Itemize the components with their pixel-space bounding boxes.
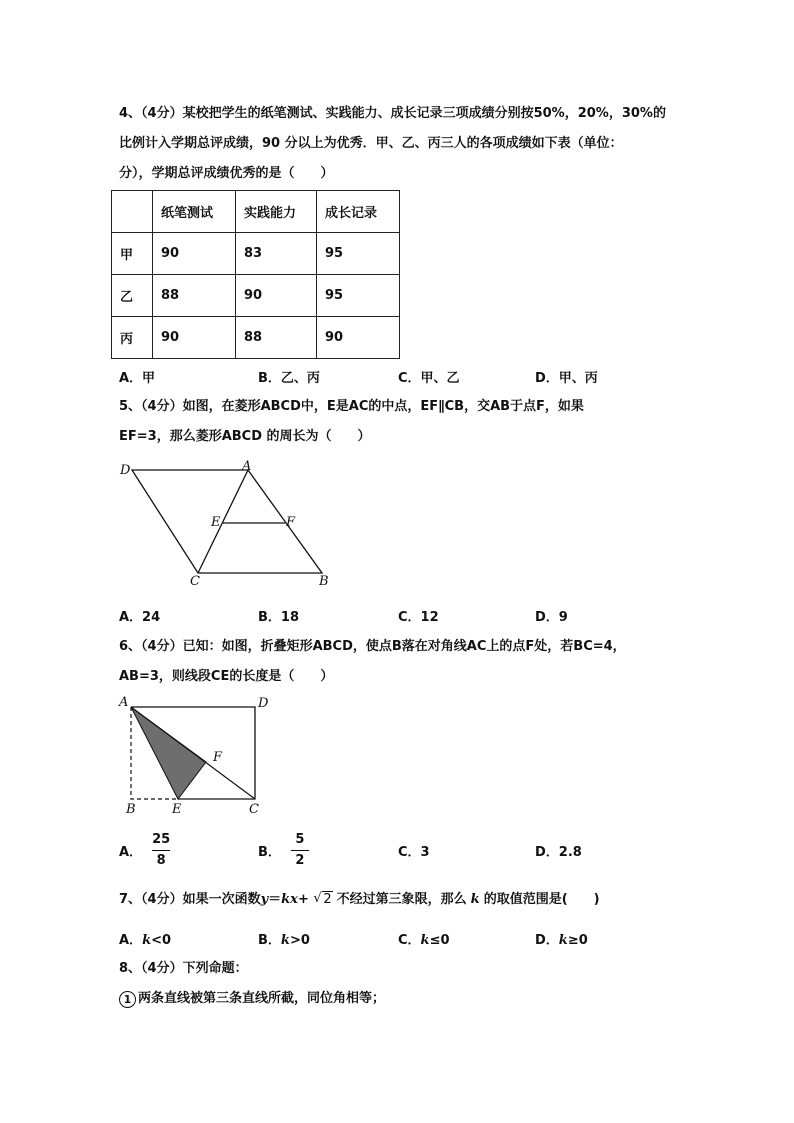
rhombus-figure [110, 458, 340, 590]
q7-prefix: 7、（4分）如果一次函数 [119, 892, 261, 907]
table-cell: 丙 [112, 317, 153, 359]
q6-option-d: D．2.8 [535, 844, 582, 860]
score-table [111, 190, 400, 359]
q7-var-k: k [470, 892, 480, 907]
table-header-cell: 纸笔测试 [153, 191, 236, 233]
label-f: F [286, 515, 296, 530]
q7-option-a-rel: <0 [151, 933, 172, 948]
fraction-numerator: 5 [295, 831, 305, 847]
table-header-row [112, 191, 400, 233]
q7-option-d-rel: ≥0 [567, 933, 588, 948]
q4-line-2: 比例计入学期总评成绩，90 分以上为优秀．甲、乙、丙三人的各项成绩如下表（单位： [119, 136, 623, 151]
table-cell: 90 [153, 233, 236, 275]
diagonal-ac [131, 707, 255, 799]
q7-option-b-var: k [280, 933, 290, 948]
q7-option-b-prefix: B． [258, 933, 281, 948]
q6-option-b-prefix: B． [258, 844, 281, 860]
table-cell: 88 [153, 275, 236, 317]
q7-line [119, 890, 600, 910]
q6-option-a-prefix: A． [119, 844, 143, 860]
q5-line-2: EF=3，那么菱形ABCD 的周长为（ ） [119, 429, 371, 444]
q4-option-c: C．甲、乙 [398, 371, 460, 386]
sqrt-two: √ 2 [313, 891, 332, 907]
q7-option-a-var: k [142, 933, 152, 948]
folded-triangle [131, 707, 206, 799]
q6-line-1: 6、（4分）已知：如图，折叠矩形ABCD，使点B落在对角线AC上的点F处，若BC=4， [119, 639, 626, 654]
q7-option-d [535, 929, 588, 948]
table-cell: 95 [317, 275, 400, 317]
label-a: A [242, 459, 252, 474]
table-cell: 乙 [112, 275, 153, 317]
table-cell: 甲 [112, 233, 153, 275]
label-c: C [190, 574, 200, 589]
q4-option-d: D．甲、丙 [535, 371, 598, 386]
table-row [112, 317, 400, 359]
label-d: D [258, 696, 269, 711]
q7-option-d-prefix: D． [535, 933, 559, 948]
fraction-5-2 [291, 832, 309, 869]
table-row [112, 275, 400, 317]
q7-var-y: y [260, 892, 269, 907]
q8-line-1: 8、（4分）下列命题： [119, 961, 248, 976]
label-a: A [119, 695, 129, 710]
q7-option-b-rel: >0 [289, 933, 310, 948]
q6-option-a [119, 827, 170, 873]
fraction-25-8 [152, 832, 170, 869]
label-d: D [120, 463, 131, 478]
label-c: C [249, 802, 259, 817]
table-cell: 88 [236, 317, 317, 359]
diagonal-ac [198, 470, 248, 573]
table-cell: 83 [236, 233, 317, 275]
q4-line-3: 分），学期总评成绩优秀的是（ ） [119, 166, 334, 181]
q7-plus: + [297, 892, 309, 907]
table-header-cell [112, 191, 153, 233]
q8-item-1 [119, 989, 385, 1009]
fraction-numerator: 25 [152, 831, 171, 847]
q7-equals: ＝ [268, 892, 282, 907]
q7-option-c [398, 929, 450, 948]
q7-option-a-prefix: A． [119, 933, 143, 948]
label-b: B [126, 802, 136, 817]
q7-suffix: 的取值范围是( ) [483, 892, 600, 907]
rectangle-fold-figure [115, 692, 280, 820]
table-header-cell: 成长记录 [317, 191, 400, 233]
label-e: E [172, 802, 182, 817]
label-e: E [211, 515, 221, 530]
q5-line-1: 5、（4分）如图，在菱形ABCD中，E是AC的中点，EF∥CB，交AB于点F，如果 [119, 399, 584, 414]
table-header-cell: 实践能力 [236, 191, 317, 233]
q7-option-c-rel: ≤0 [429, 933, 450, 948]
q5-option-c: C．12 [398, 610, 439, 625]
fraction-denominator: 8 [156, 852, 166, 868]
q4-option-a: A．甲 [119, 371, 156, 386]
q6-option-c: C．3 [398, 844, 430, 860]
q7-option-c-prefix: C． [398, 933, 421, 948]
q6-line-2: AB=3，则线段CE的长度是（ ） [119, 669, 334, 684]
q5-option-b: B．18 [258, 610, 299, 625]
q7-middle: 不经过第三象限，那么 [336, 892, 467, 907]
q5-option-d: D．9 [535, 610, 568, 625]
q4-option-b: B．乙、丙 [258, 371, 320, 386]
q4-line-1: 4、（4分）某校把学生的纸笔测试、实践能力、成长记录三项成绩分别按50%，20%，30%的 [119, 106, 666, 121]
q7-option-c-var: k [420, 933, 430, 948]
q6-option-b [258, 827, 309, 873]
table-cell: 90 [317, 317, 400, 359]
label-f: F [213, 750, 223, 765]
fraction-denominator: 2 [295, 852, 305, 868]
sqrt-radicand: 2 [323, 892, 332, 907]
q7-option-d-var: k [558, 933, 568, 948]
table-row [112, 233, 400, 275]
q7-option-a [119, 929, 171, 948]
table-cell: 90 [153, 317, 236, 359]
q5-option-a: A．24 [119, 610, 161, 625]
q8-item-1-text: 两条直线被第三条直线所截，同位角相等； [138, 991, 386, 1006]
q7-option-b [258, 929, 310, 948]
q7-kx: kx [281, 892, 298, 907]
table-cell: 90 [236, 275, 317, 317]
label-b: B [319, 574, 329, 589]
table-cell: 95 [317, 233, 400, 275]
circled-number: 1 [119, 991, 136, 1008]
